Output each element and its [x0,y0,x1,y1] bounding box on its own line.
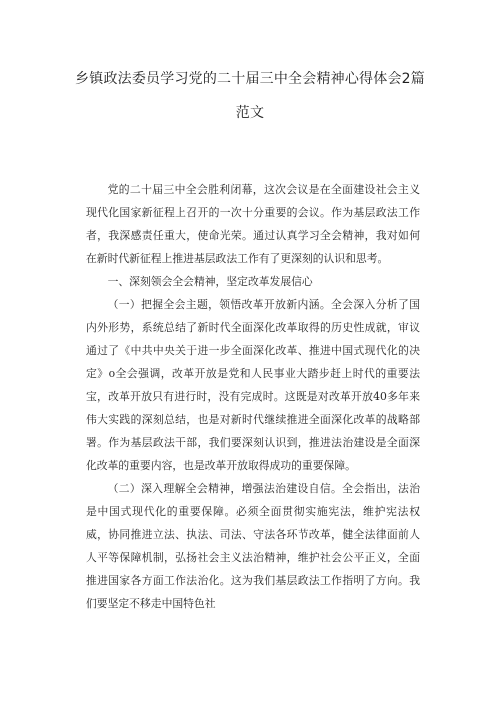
document-title-continuation: 范文 [235,105,265,121]
section-heading-1: 一、深刻领会全会精神，坚定改革发展信心 [107,275,313,288]
intro-paragraph: 党的二十届三中全会胜利闭幕，这次会议是在全面建设社会主义现代化国家新征程上召开的一次十分重要的会议。作为基层政法工作者，我深感责任重大，使命光荣。通过认真学习全会精神，我对如何在新时代新征程上推进基层政法工作有了更深刻的认识和思考。 [86,183,420,265]
body-paragraph-1: （一）把握全会主题，领悟改革开放新内涵。全会深入分析了国内外形势，系统总结了新时代全面深化改革取得的历史性成就，审议通过了《中共中央关于进一步全面深化改革、推进中国式现代化的决定》o全会强调，改革开放是党和人民事业大踏步赶上时代的重要法宝，改革开放只有进行时，没有完成时。这既是对改革开放40多年来伟大实践的深刻总结，也是对新时代继续推进全面深化改革的战略部署。作为基层政法干部，我们要深刻认识到，推进法治建设是全面深化改革的重要内容，也是改革开放取得成功的重要保障。 [86,298,420,472]
document-title: 乡镇政法委员学习党的二十届三中全会精神心得体会2篇 [75,71,425,87]
document-body [86,178,420,615]
body-paragraph-2: （二）深入理解全会精神，增强法治建设自信。全会指出，法治是中国式现代化的重要保障。必须全面贯彻实施宪法，维护宪法权威，协同推进立法、执法、司法、守法各环节改革，健全法律面前人人平等保障机制，弘扬社会主义法治精神，维护社会公平正义，全面推进国家各方面工作法治化。这为我们基层政法工作指明了方向。我们要坚定不移走中国特色社 [86,482,420,610]
